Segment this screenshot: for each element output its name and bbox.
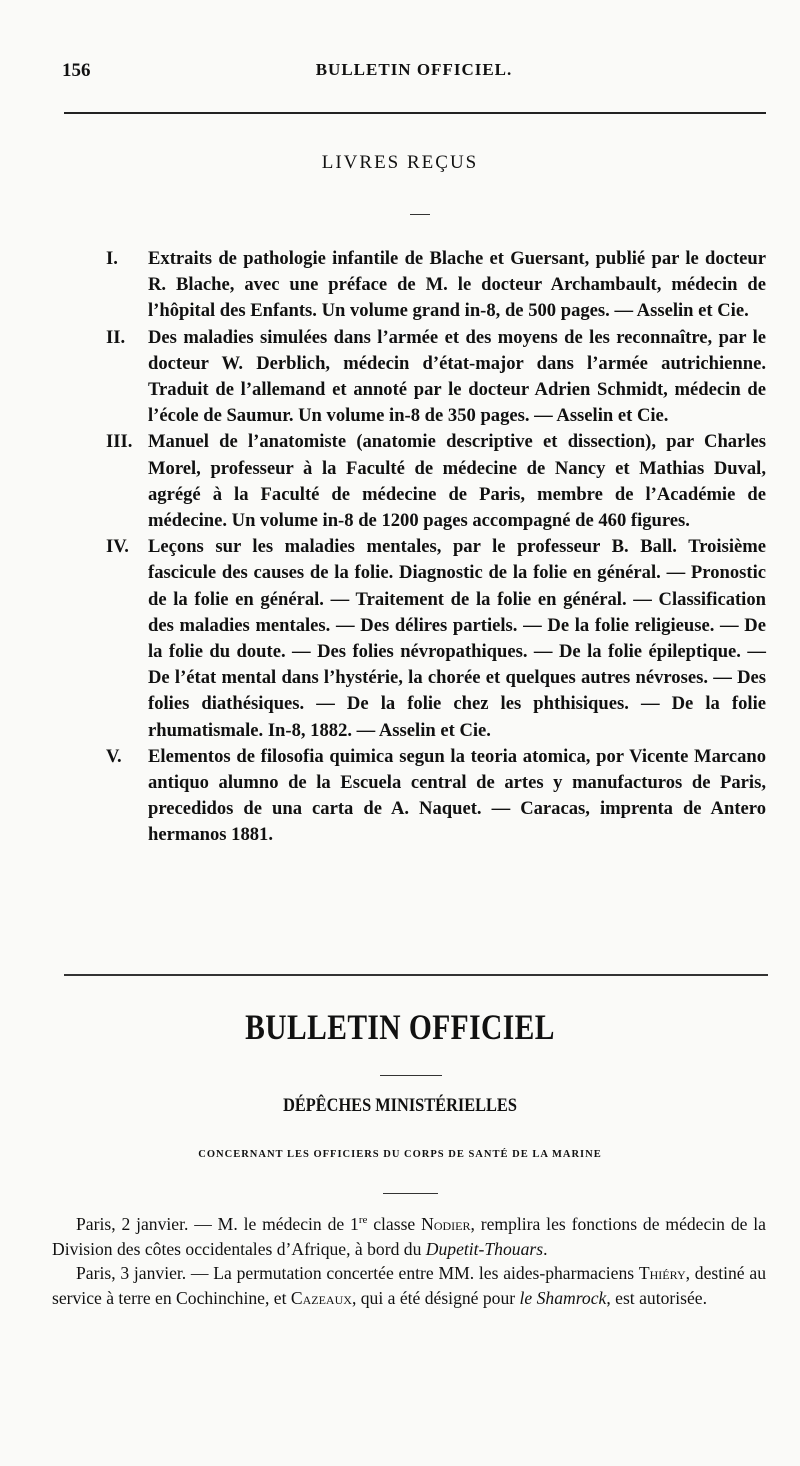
book-number: IV. <box>106 536 129 558</box>
ship-name: Dupetit-Thouars <box>425 1238 544 1259</box>
dispatch-text: , destiné au service à terre en Cochinchine, et <box>52 1263 766 1308</box>
book-number: III. <box>106 431 133 453</box>
ship-name: le Shamrock <box>519 1287 607 1308</box>
dispatch-entry <box>52 1261 766 1310</box>
caption-rule <box>383 1193 438 1194</box>
book-entry <box>100 246 766 325</box>
officer-name: Nodier <box>421 1214 471 1234</box>
book-entry <box>100 429 766 534</box>
dispatch-list <box>52 1212 766 1310</box>
book-text: Manuel de l’anatomiste (anatomie descriptive et dissection), par Charles Morel, professeur à la Faculté de médecine de Nancy et Mathias Duval, agrégé à la Faculté de médecine de Paris, membre de l’Académie de médecine. Un volume in-8 de 1200 pages accompagné de 460 figures. <box>148 431 766 532</box>
book-text: Extraits de pathologie infantile de Blache et Guersant, publié par le docteur R. Blache, avec une préface de M. le docteur Archambault, médecin de l’hôpital des Enfants. Un volume grand in-8, de 500 pages. — Asselin et Cie. <box>148 248 766 322</box>
book-entry <box>100 534 766 744</box>
dispatch-entry <box>52 1212 766 1261</box>
section-title: LIVRES REÇUS <box>321 152 479 173</box>
officer-name: Cazeaux <box>290 1287 352 1308</box>
book-number: II. <box>106 326 126 348</box>
dispatch-text: Paris, 3 janvier. — La permutation concertée entre MM. les aides-pharmaciens <box>76 1263 639 1283</box>
header-rule <box>64 112 766 114</box>
bulletin-subtitle: DÉPÊCHES MINISTÉRIELLES <box>283 1095 517 1116</box>
book-text: Leçons sur les maladies mentales, par le professeur B. Ball. Troisième fascicule des causes de la folie. Diagnostic de la folie en général. — Pronostic de la folie en général. — Traitement de la folie en général. — Classification des maladies mentales. — Des délires partiels. — De la folie religieuse. — De la folie du doute. — Des folies névropathiques. — De la folie épileptique. — De l’état mental dans l’hystérie, la chorée et quelques autres névroses. — Des folies diathésiques. — De la folie chez les phthisiques. — De la folie rhumatismale. In-8, 1882. — Asselin et Cie. <box>148 536 766 741</box>
section-dash <box>410 214 430 215</box>
officer-name: Thiéry <box>638 1263 686 1283</box>
section-divider <box>64 974 768 976</box>
book-entry <box>100 744 766 849</box>
title-rule <box>380 1075 442 1076</box>
book-entry <box>100 325 766 430</box>
book-list <box>100 246 766 849</box>
book-text: Des maladies simulées dans l’armée et des moyens de les reconnaître, par le docteur W. Derblich, médecin d’état-major dans l’armée autrichienne. Traduit de l’allemand et annoté par le docteur Adrien Schmidt, médecin de l’école de Saumur. Un volume in-8 de 350 pages. — Asselin et Cie. <box>148 326 766 427</box>
dispatch-text: Paris, 2 janvier. — M. le médecin de 1 <box>76 1214 359 1234</box>
dispatch-text: , remplira les fonctions de médecin de la Division des côtes occidentales d’Afrique, à bord du <box>52 1214 766 1259</box>
running-header <box>62 60 766 86</box>
bulletin-title: BULLETIN OFFICIEL <box>245 1007 555 1047</box>
book-text: Elementos de filosofia quimica segun la teoria atomica, por Vicente Marcano antiquo alumno de la Escuela central de artes y manufacturos de Paris, precedidos de una carta de A. Naquet. — Caracas, imprenta de Antero hermanos 1881. <box>148 745 766 846</box>
dispatch-text: , qui a été désigné pour <box>351 1287 520 1308</box>
running-title: BULLETIN OFFICIEL. <box>315 60 513 79</box>
ordinal-superscript: re <box>358 1214 368 1227</box>
page-number: 156 <box>62 60 91 81</box>
bulletin-caption: CONCERNANT LES OFFICIERS DU CORPS DE SANTÉ DE LA MARINE <box>198 1149 602 1160</box>
book-number: V. <box>106 745 122 767</box>
dispatch-text: classe <box>367 1214 422 1234</box>
dispatch-text: , est autorisée. <box>606 1287 707 1308</box>
book-number: I. <box>106 248 118 269</box>
dispatch-text: . <box>543 1238 548 1259</box>
